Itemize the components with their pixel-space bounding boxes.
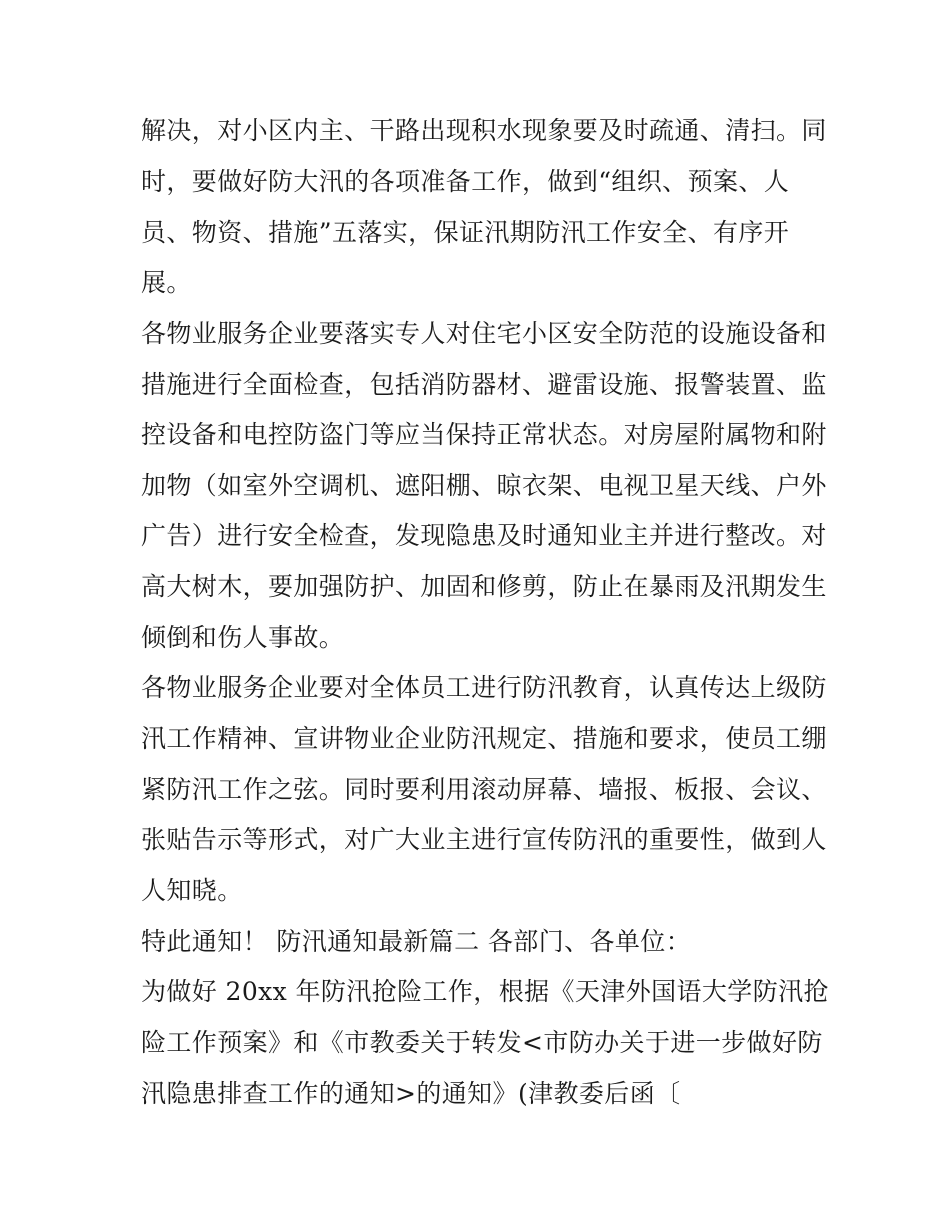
text-line: 人知晓。 [141,876,243,905]
text-line: 各物业服务企业要对全体员工进行防汛教育，认真传达上级防 [141,673,827,702]
text-line: 险工作预案》和《市教委关于转发<市防办关于进一步做好防 [141,1028,823,1057]
text-line: 汛隐患排查工作的通知>的通知》(津教委后函〔 [141,1079,681,1108]
text-line: 倾倒和伤人事故。 [141,623,345,652]
text-line: 措施进行全面检查，包括消防器材、避雷设施、报警装置、监 [141,370,827,399]
text-line: 控设备和电控防盗门等应当保持正常状态。对房屋附属物和附 [141,420,827,449]
text-line: 加物（如室外空调机、遮阳棚、晾衣架、电视卫星天线、户外 [141,471,827,500]
text-line: 解决，对小区内主、干路出现积水现象要及时疏通、清扫。同 [141,116,827,145]
text-line: 时，要做好防大汛的各项准备工作，做到“组织、预案、人 [141,167,790,196]
text-line: 展。 [141,268,192,297]
text-line: 广告）进行安全检查，发现隐患及时通知业主并进行整改。对 [141,521,827,550]
text-line: 高大树木，要加强防护、加固和修剪，防止在暴雨及汛期发生 [141,572,827,601]
text-line: 各物业服务企业要落实专人对住宅小区安全防范的设施设备和 [141,319,827,348]
text-line: 张贴告示等形式，对广大业主进行宣传防汛的重要性，做到人 [141,825,827,854]
text-line: 员、物资、措施”五落实，保证汛期防汛工作安全、有序开 [141,218,790,247]
text-line: 紧防汛工作之弦。同时要利用滚动屏幕、墙报、板报、会议、 [141,775,827,804]
text-line: 汛工作精神、宣讲物业企业防汛规定、措施和要求，使员工绷 [141,724,827,753]
text-line: 特此通知！ 防汛通知最新篇二 各部门、各单位： [141,927,692,956]
text-line: 为做好 20xx 年防汛抢险工作，根据《天津外国语大学防汛抢 [141,977,829,1006]
